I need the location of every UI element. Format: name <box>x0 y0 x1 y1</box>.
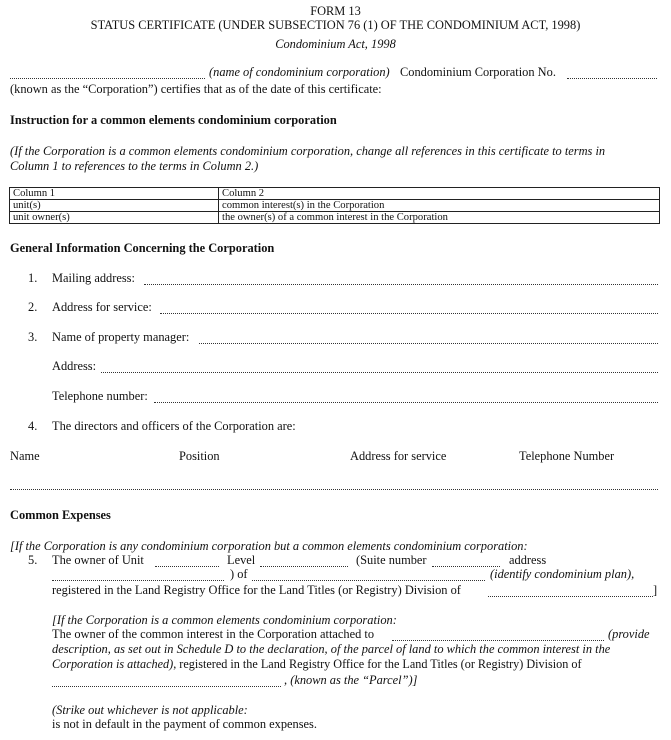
mailing-address-label: Mailing address: <box>52 271 135 285</box>
column-telephone: Telephone Number <box>519 449 615 463</box>
intro-line: (known as the “Corporation”) certifies that as of the date of this certificate: <box>10 82 382 96</box>
table-cell: common interest(s) in the Corporation <box>219 200 660 212</box>
property-manager-label: Name of property manager: <box>52 330 190 344</box>
corporation-no-field[interactable] <box>567 78 657 79</box>
item-number: 4. <box>28 419 38 433</box>
division-field-2[interactable] <box>52 686 281 687</box>
address-label: address <box>509 553 547 567</box>
identify-hint: (identify condominium plan), <box>490 567 635 581</box>
act-name: Condominium Act, 1998 <box>275 37 396 51</box>
table-cell: Column 1 <box>10 188 219 200</box>
parcel-label: , (known as the “Parcel”)] <box>284 673 418 687</box>
name-hint: (name of condominium corporation) <box>209 65 390 79</box>
attached-to-field[interactable] <box>392 640 604 641</box>
item-number: 1. <box>28 271 38 285</box>
instruction-text-1: (If the Corporation is a common elements condominium corporation, change all references in this certificate to terms in <box>10 144 606 158</box>
property-manager-field[interactable] <box>199 343 658 344</box>
item-number: 5. <box>28 553 38 567</box>
address-for-service-label: Address for service: <box>52 300 152 314</box>
not-in-default-text: is not in default in the payment of common expenses. <box>52 717 317 731</box>
telephone-label: Telephone number: <box>52 389 148 403</box>
manager-address-field[interactable] <box>101 372 658 373</box>
table-row <box>10 212 660 224</box>
description-line-3 <box>52 657 582 672</box>
form-number: FORM 13 <box>310 4 361 18</box>
condominium-plan-field[interactable] <box>252 580 485 581</box>
directors-text: The directors and officers of the Corporation are: <box>52 419 296 433</box>
condition-2: [If the Corporation is a common elements condominium corporation: <box>52 613 397 627</box>
unit-field[interactable] <box>155 566 219 567</box>
column-address: Address for service <box>350 449 447 463</box>
corporation-attached-hint: Corporation is attached) <box>52 657 174 671</box>
instruction-heading: Instruction for a common elements condominium corporation <box>10 113 337 127</box>
column-name: Name <box>10 449 40 463</box>
division-field[interactable] <box>488 596 653 597</box>
address-for-service-field[interactable] <box>160 313 658 314</box>
address-field[interactable] <box>52 580 224 581</box>
terms-table <box>9 187 660 224</box>
suite-label: (Suite number <box>356 553 427 567</box>
telephone-field[interactable] <box>154 402 658 403</box>
corporation-name-field[interactable] <box>10 78 205 79</box>
strike-instruction: (Strike out whichever is not applicable: <box>52 703 248 717</box>
description-hint: description, as set out in Schedule D to the declaration, of the parcel of land to which the common interest in the <box>52 642 611 656</box>
level-label: Level <box>227 553 256 567</box>
directors-field[interactable] <box>10 489 658 490</box>
item-number: 3. <box>28 330 38 344</box>
owner-of-unit-label: The owner of Unit <box>52 553 144 567</box>
item-number: 2. <box>28 300 38 314</box>
of-label: ) of <box>230 567 248 581</box>
general-heading: General Information Concerning the Corporation <box>10 241 275 255</box>
close-bracket: ] <box>653 583 658 597</box>
manager-address-label: Address: <box>52 359 97 373</box>
corporation-no-label: Condominium Corporation No. <box>400 65 556 79</box>
table-cell: the owner(s) of a common interest in the Corporation <box>219 212 660 224</box>
mailing-address-field[interactable] <box>144 284 658 285</box>
level-field[interactable] <box>260 566 348 567</box>
table-cell: unit(s) <box>10 200 219 212</box>
instruction-text-2: Column 1 to references to the terms in Column 2.) <box>10 159 259 173</box>
provide-hint: (provide <box>608 627 650 641</box>
table-cell: unit owner(s) <box>10 212 219 224</box>
common-expenses-heading: Common Expenses <box>10 508 111 522</box>
condition-1: [If the Corporation is any condominium corporation but a common elements condominium corporation: <box>10 539 528 553</box>
common-owner-text: The owner of the common interest in the Corporation attached to <box>52 627 375 641</box>
table-row <box>10 188 660 200</box>
registered-text-2: , registered in the Land Registry Office for the Land Titles (or Registry) Division of <box>173 657 582 671</box>
page-title: STATUS CERTIFICATE (UNDER SUBSECTION 76 (1) OF THE CONDOMINIUM ACT, 1998) <box>90 18 581 32</box>
table-row <box>10 200 660 212</box>
column-position: Position <box>179 449 220 463</box>
registered-text: registered in the Land Registry Office for the Land Titles (or Registry) Division of <box>52 583 461 597</box>
table-cell: Column 2 <box>219 188 660 200</box>
